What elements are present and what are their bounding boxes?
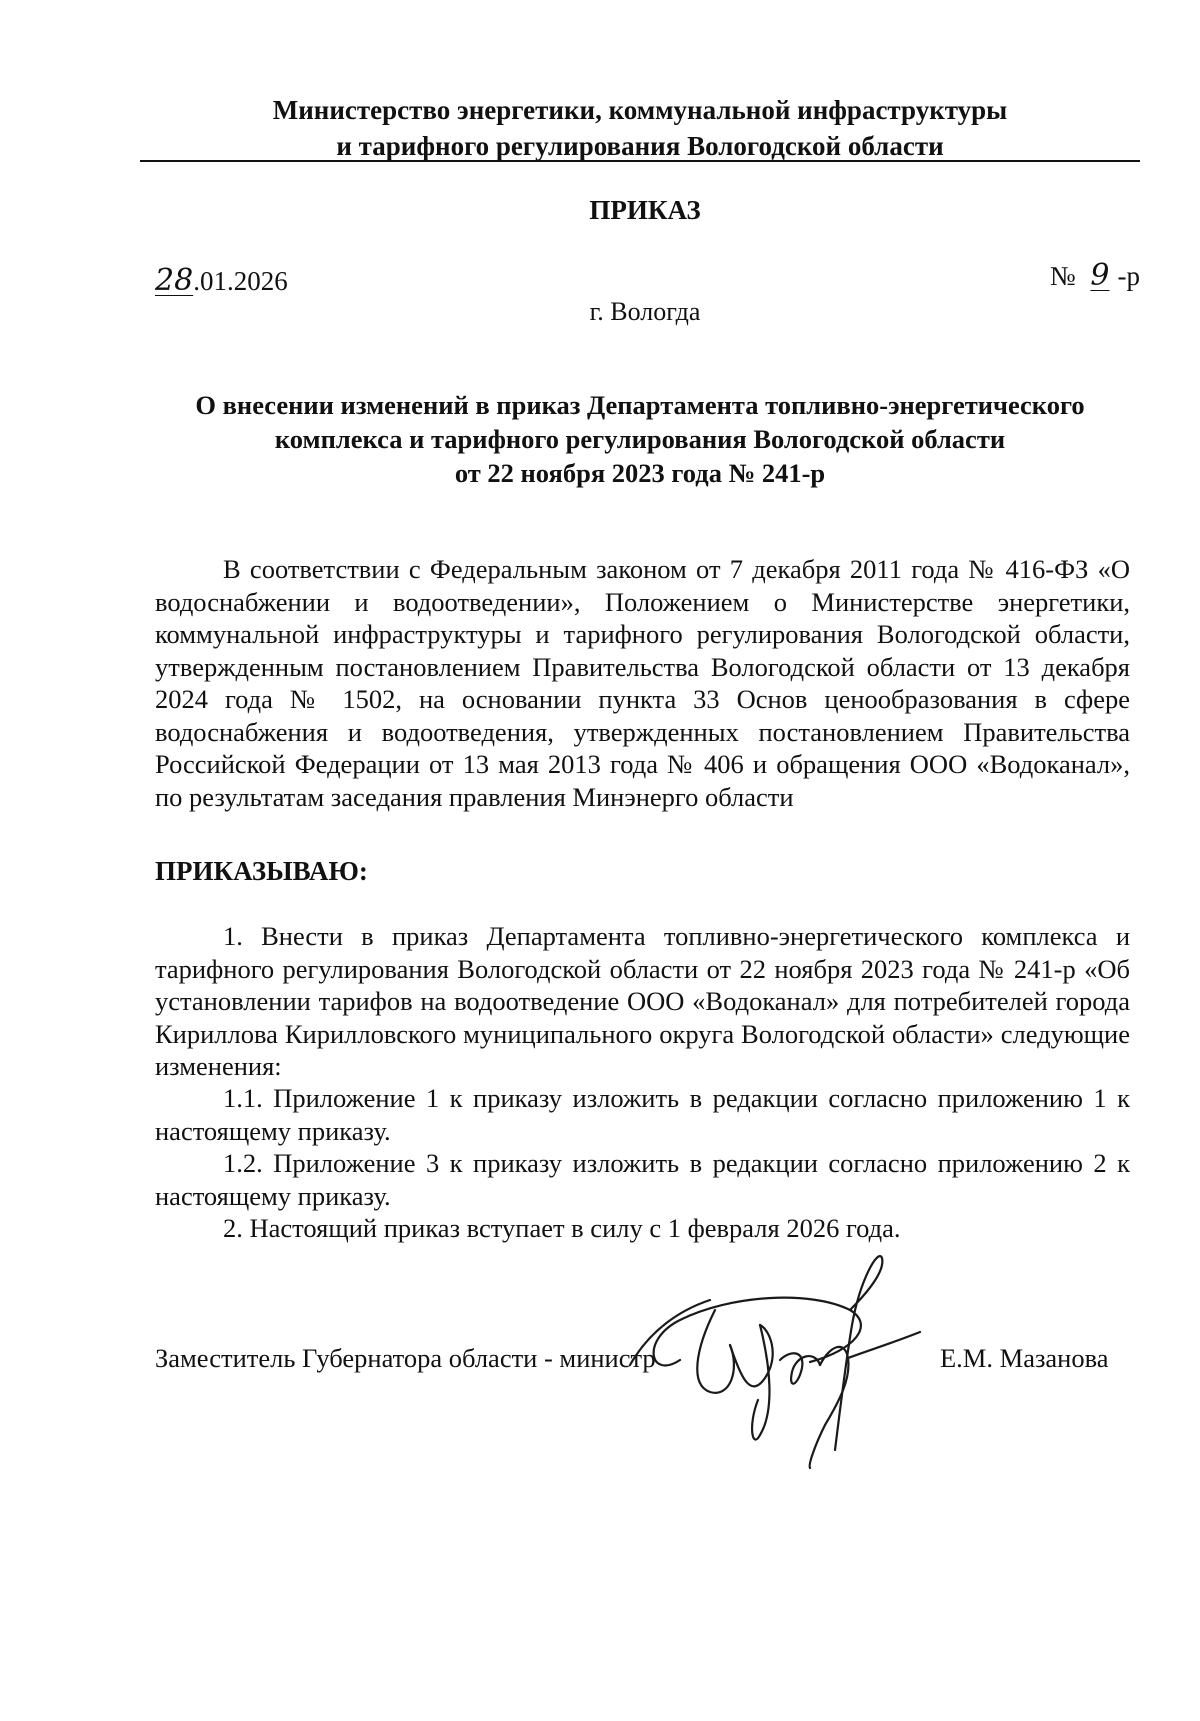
item-1-2: 1.2. Приложение 3 к приказу изложить в редакции согласно приложению 2 к настоящему приказу. (155, 1148, 1130, 1211)
title-line-2: комплекса и тарифного регулирования Вологодской области (274, 424, 1006, 454)
number-sign: № (1049, 261, 1076, 291)
ministry-line-2: и тарифного регулирования Вологодской области (336, 131, 944, 161)
item-1: 1. Внести в приказ Департамента топливно-энергетического комплекса и тарифного регулирования Вологодской области от 22 ноября 2023 года № 241-р «Об установлении тарифов на водоотведение ООО «Водоканал» для потребителей города Кириллова Кирилловского муниципального округа Вологодской области» следующие изменения: (155, 921, 1130, 1081)
document-number (1050, 258, 1140, 293)
document-date (155, 263, 288, 298)
order-word: ПРИКАЗЫВАЮ: (155, 856, 368, 886)
number-suffix: -р (1117, 261, 1140, 291)
header-divider (140, 160, 1140, 162)
ministry-header (140, 92, 1140, 164)
signer-name: Е.М. Мазанова (940, 1343, 1109, 1373)
preamble-paragraph: В соответствии с Федеральным законом от 7 декабря 2011 года № 416-ФЗ «О водоснабжении и водоотведении», Положением о Министерстве энергетики, коммунальной инфраструктуры и тарифного регулирования Вологодской области, утвержденным постановлением Правительства Вологодской области от 13 декабря 2024 года № 1502, на основании пункта 33 Основ ценообразования в сфере водоснабжения и водоотведения, утвержденных постановлением Правительства Российской Федерации от 13 мая 2013 года № 406 и обращения ООО «Водоканал», по результатам заседания правления Минэнерго области (155, 554, 1130, 812)
document-title (140, 388, 1140, 490)
signer-position: Заместитель Губернатора области - министр (155, 1343, 656, 1373)
date-month-year: .01.2026 (193, 266, 288, 296)
document-city: г. Вологда (589, 297, 701, 326)
title-line-1: О внесении изменений в приказ Департамента топливно-энергетического (195, 390, 1085, 420)
item-2: 2. Настоящий приказ вступает в силу с 1 февраля 2026 года. (223, 1213, 901, 1243)
handwritten-signature (620, 1250, 930, 1470)
title-line-3: от 22 ноября 2023 года № 241-р (454, 458, 826, 488)
date-day-handwritten: 28 (155, 263, 194, 298)
document-type: ПРИКАЗ (589, 195, 701, 225)
item-1-1: 1.1. Приложение 1 к приказу изложить в редакции согласно приложению 1 к настоящему приказу. (155, 1083, 1130, 1146)
number-handwritten: 9 (1090, 258, 1110, 293)
ministry-line-1: Министерство энергетики, коммунальной инфраструктуры (272, 95, 1008, 125)
